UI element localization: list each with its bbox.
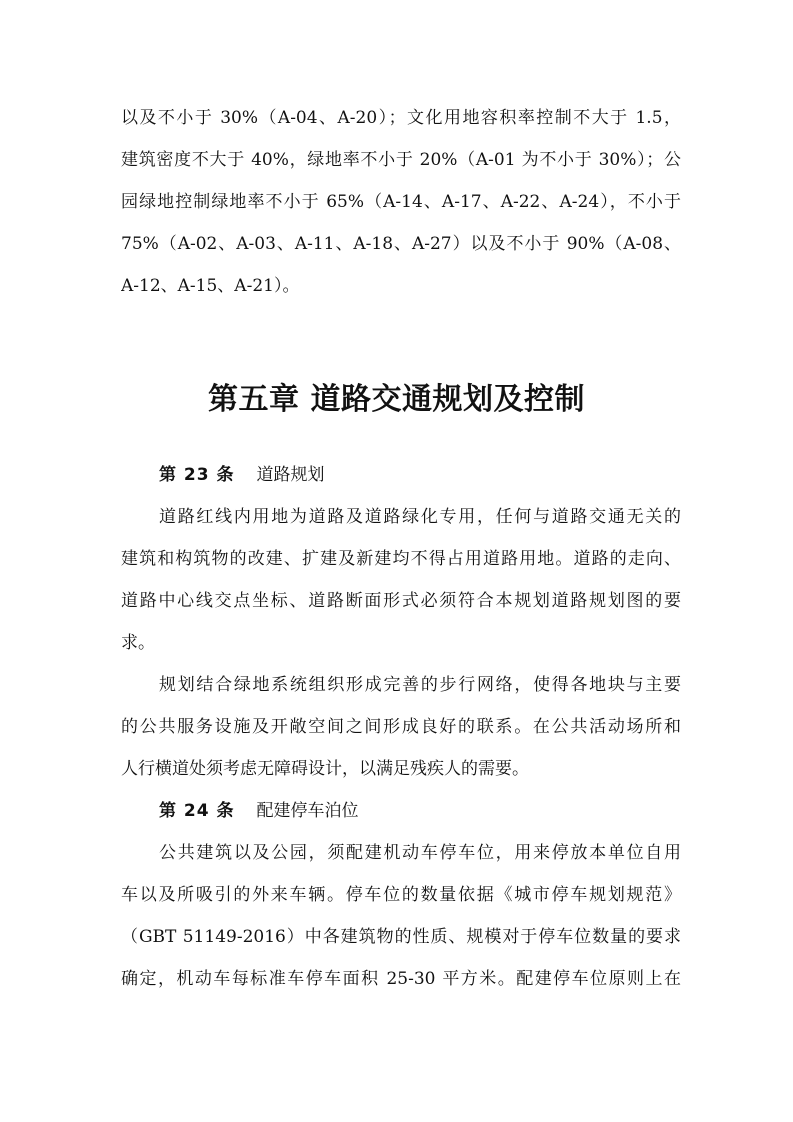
text-line: 确定，机动车每标准车停车面积 25-30 平方米。配建停车位原则上在 (121, 969, 681, 989)
article-number: 第 24 条 (159, 801, 235, 821)
text-line: 75%（A-02、A-03、A-11、A-18、A-27）以及不小于 90%（A-08、 (121, 234, 681, 254)
text-line: （GBT 51149-2016）中各建筑物的性质、规模对于停车位数量的要求 (121, 927, 681, 947)
text-line: 建筑和构筑物的改建、扩建及新建均不得占用道路用地。道路的走向、 (121, 549, 681, 569)
text-line: 园绿地控制绿地率不小于 65%（A-14、A-17、A-22、A-24），不小于 (121, 192, 681, 212)
text-line: 规划结合绿地系统组织形成完善的步行网络，使得各地块与主要 (159, 675, 681, 695)
text-line: 以及不小于 30%（A-04、A-20）；文化用地容积率控制不大于 1.5， (121, 108, 681, 128)
text-line: 建筑密度不大于 40%，绿地率不小于 20%（A-01 为不小于 30%）；公 (121, 150, 681, 170)
text-line: A-12、A-15、A-21）。 (121, 276, 300, 296)
text-line: 道路中心线交点坐标、道路断面形式必须符合本规划道路规划图的要 (121, 591, 681, 611)
article-title: 道路规划 (256, 465, 325, 485)
text-line: 的公共服务设施及开敞空间之间形成良好的联系。在公共活动场所和 (121, 717, 681, 737)
article-title: 配建停车泊位 (256, 801, 359, 821)
text-line: 求。 (121, 633, 155, 653)
text-line: 公共建筑以及公园，须配建机动车停车位，用来停放本单位自用 (159, 843, 681, 863)
text-line: 道路红线内用地为道路及道路绿化专用，任何与道路交通无关的 (159, 507, 681, 527)
article-heading (159, 800, 359, 822)
text-line: 人行横道处须考虑无障碍设计，以满足残疾人的需要。 (121, 759, 529, 779)
chapter-title: 第五章 道路交通规划及控制 (208, 382, 585, 417)
article-number: 第 23 条 (159, 465, 235, 485)
text-line: 车以及所吸引的外来车辆。停车位的数量依据《城市停车规划规范》 (121, 885, 681, 905)
article-heading (159, 464, 325, 486)
